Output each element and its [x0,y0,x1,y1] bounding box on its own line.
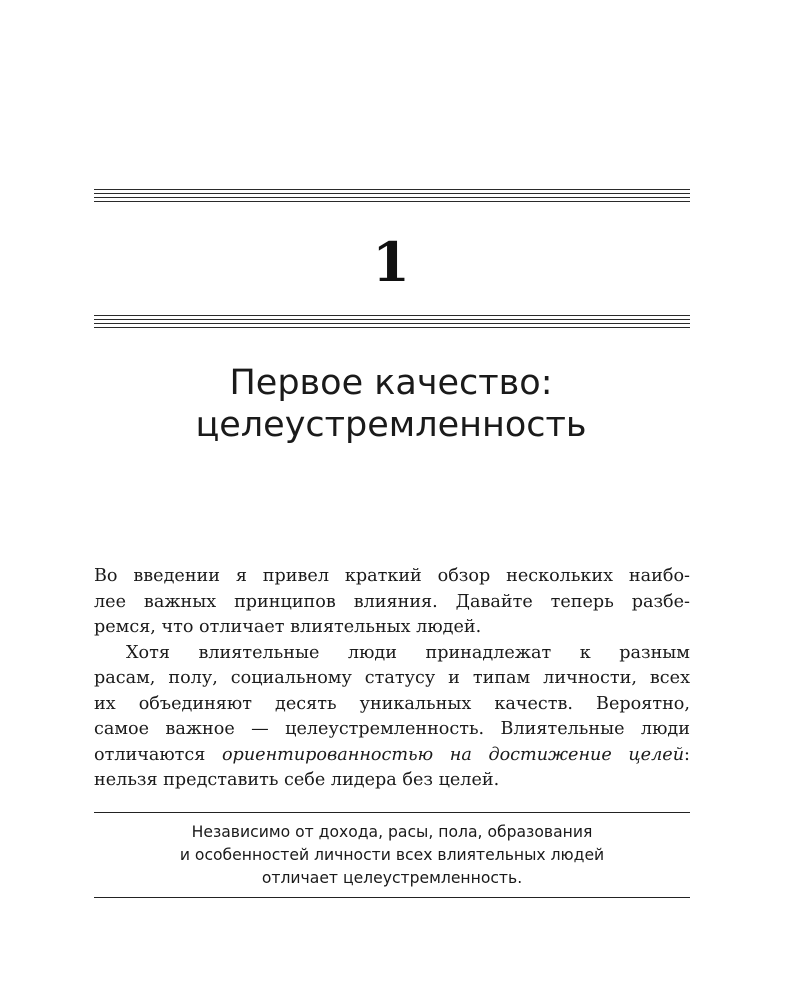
body-line: Хотя влиятельные люди принадлежат к разным [126,642,690,663]
body-emphasis: ориентированностью на достижение целей [221,744,685,765]
chapter-title-line: целеустремленность [195,405,587,445]
body-line: лее важных принципов влияния. Давайте теперь разбе- [94,591,690,612]
chapter-title-line: Первое качество: [229,363,553,403]
rule-line [94,197,690,198]
body-text-plain: : [684,744,690,765]
rule-line [94,319,690,320]
body-line: их объединяют десять уникальных качеств. Вероятно, [94,693,690,714]
pull-quote [94,812,690,898]
chapter-number: 1 [372,230,410,294]
body-line: ремся, что отличает влиятельных людей. [94,617,482,637]
rule-line [94,201,690,202]
rule-line [94,323,690,324]
body-line: нельзя представить себе лидера без целей. [94,770,500,790]
chapter-bottom-rules [94,315,690,331]
pull-quote-line: отличает целеустремленность. [261,869,523,887]
rule-line [94,189,690,190]
body-text-plain: отличаются [94,744,222,765]
chapter-title [0,362,782,446]
pull-quote-line: Независимо от дохода, расы, пола, образования [191,823,593,841]
body-line [94,743,690,769]
body-text [94,564,690,794]
rule-line [94,327,690,328]
body-line: Во введении я привел краткий обзор нескольких наибо- [94,566,690,586]
body-line: самое важное — целеустремленность. Влиятельные люди [94,719,690,739]
rule-line [94,315,690,316]
chapter-top-rules [94,189,690,205]
pull-quote-line: и особенностей личности всех влиятельных людей [179,846,605,864]
rule-line [94,193,690,194]
body-line: расам, полу, социальному статусу и типам личности, всех [94,668,690,688]
